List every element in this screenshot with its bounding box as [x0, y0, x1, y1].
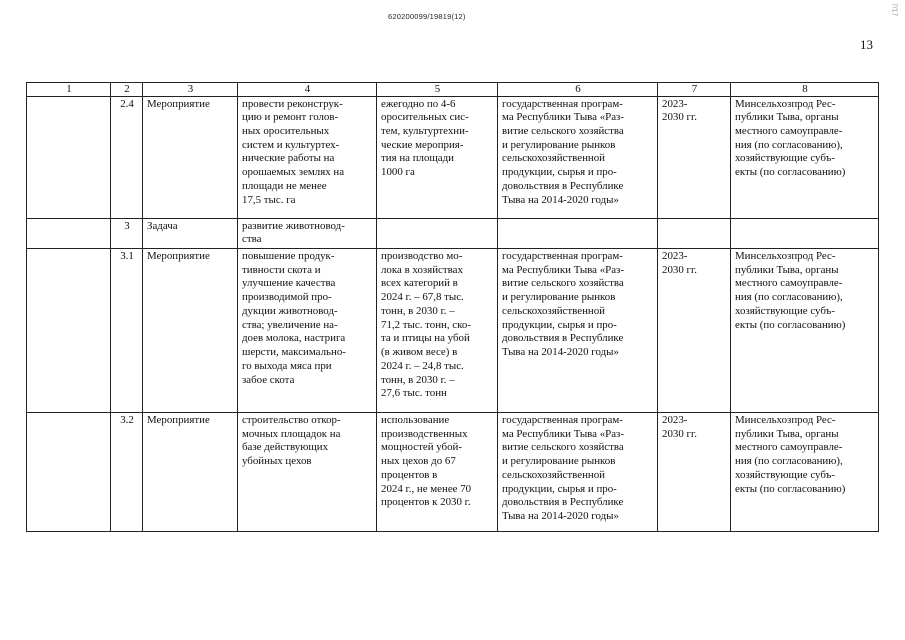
- cell-program: государственная програм- ма Республики Тыва «Раз- витие сельского хозяйства и регулирование рынков сельскохозяйственной продукции, сырья и про- довольствия в Республике Тыва на 2014-2020 годы»: [498, 413, 658, 532]
- cell-number: 3.2: [111, 413, 143, 532]
- cell-number: 2.4: [111, 96, 143, 218]
- cell-period: 2023- 2030 гг.: [658, 96, 731, 218]
- cell-program: государственная програм- ма Республики Тыва «Раз- витие сельского хозяйства и регулирование рынков сельскохозяйственной продукции, сырья и про- довольствия в Республике Тыва на 2014-2020 годы»: [498, 249, 658, 413]
- cell-result: ежегодно по 4-6 оросительных сис- тем, культуртехни- ческие мероприя- тия на площади 1000 га: [377, 96, 498, 218]
- cell-program: [498, 218, 658, 248]
- column-number: 7: [658, 83, 731, 97]
- cell-name: повышение продук- тивности скота и улучшение качества производимой про- дукции животновод- ства; увеличение на- доев молока, настрига шерсти, максимально- го выхода мяса при забое скота: [238, 249, 377, 413]
- cell-type: Мероприятие: [143, 249, 238, 413]
- cell-responsible: Минсельхозпрод Рес- публики Тыва, органы местного самоуправле- ния (по согласованию), хозяйствующие субъ- екты (по согласованию): [731, 413, 879, 532]
- cell-name: провести реконструк- цию и ремонт голов- ных оросительных систем и культуртех- нические работы на орошаемых землях на площади не менее 17,5 тыс. га: [238, 96, 377, 218]
- cell-col1: [27, 249, 111, 413]
- cell-result: использование производственных мощностей убой- ных цехов до 67 процентов в 2024 г., не менее 70 процентов к 2030 г.: [377, 413, 498, 532]
- cell-responsible: Минсельхозпрод Рес- публики Тыва, органы местного самоуправле- ния (по согласованию), хозяйствующие субъ- екты (по согласованию): [731, 96, 879, 218]
- cell-type: Мероприятие: [143, 96, 238, 218]
- column-number: 3: [143, 83, 238, 97]
- column-number: 1: [27, 83, 111, 97]
- cell-period: [658, 218, 731, 248]
- column-number: 2: [111, 83, 143, 97]
- column-number: 8: [731, 83, 879, 97]
- table-row: [27, 218, 879, 248]
- cell-col1: [27, 218, 111, 248]
- table-row: [27, 249, 879, 413]
- column-number: 5: [377, 83, 498, 97]
- cell-name: развитие животновод- ства: [238, 218, 377, 248]
- cell-number: 3.1: [111, 249, 143, 413]
- table-row: [27, 413, 879, 532]
- cell-col1: [27, 96, 111, 218]
- cell-period: 2023- 2030 гг.: [658, 413, 731, 532]
- cell-responsible: [731, 218, 879, 248]
- cell-period: 2023- 2030 гг.: [658, 249, 731, 413]
- page-number: 13: [860, 37, 873, 52]
- measures-table: [26, 82, 879, 532]
- cell-result: [377, 218, 498, 248]
- document-id: 620200099/19819(12): [388, 12, 466, 21]
- column-number-row: [27, 83, 879, 97]
- cell-name: строительство откор- мочных площадок на базе действующих убойных цехов: [238, 413, 377, 532]
- table-row: [27, 96, 879, 218]
- cell-type: Задача: [143, 218, 238, 248]
- column-number: 6: [498, 83, 658, 97]
- cell-result: производство мо- лока в хозяйствах всех категорий в 2024 г. – 67,8 тыс. тонн, в 2030 г. – 71,2 тыс. тонн, ско- та и птицы на убой (в живом весе) в 2024 г. – 24,8 тыс. тонн, в 2030 г. – 27,6 тыс. тонн: [377, 249, 498, 413]
- column-number: 4: [238, 83, 377, 97]
- corner-mark: 7/17: [890, 2, 898, 17]
- cell-type: Мероприятие: [143, 413, 238, 532]
- cell-number: 3: [111, 218, 143, 248]
- cell-responsible: Минсельхозпрод Рес- публики Тыва, органы местного самоуправле- ния (по согласованию), хозяйствующие субъ- екты (по согласованию): [731, 249, 879, 413]
- cell-program: государственная програм- ма Республики Тыва «Раз- витие сельского хозяйства и регулирование рынков сельскохозяйственной продукции, сырья и про- довольствия в Республике Тыва на 2014-2020 годы»: [498, 96, 658, 218]
- cell-col1: [27, 413, 111, 532]
